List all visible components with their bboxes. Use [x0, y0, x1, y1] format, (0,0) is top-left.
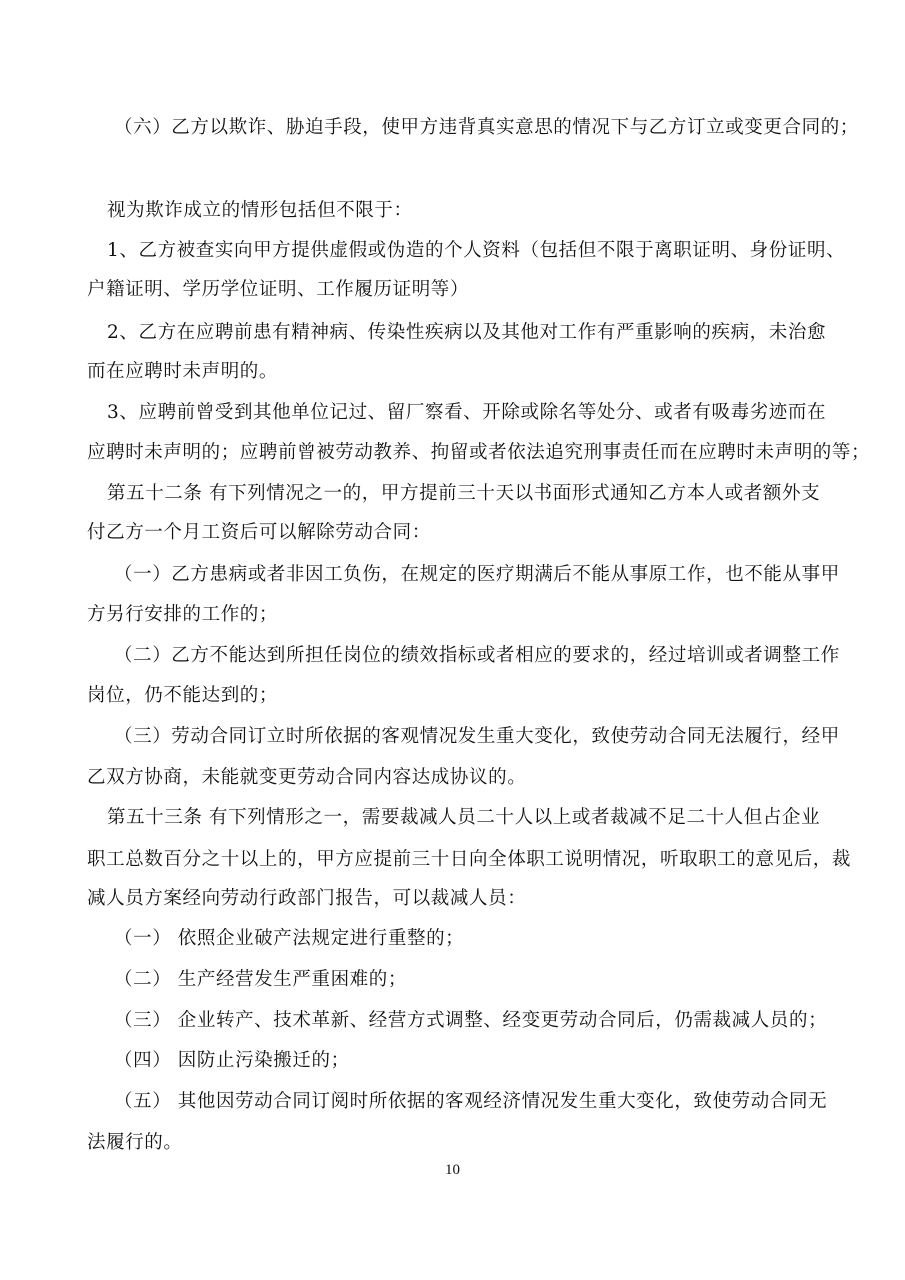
- fraud-item-1-line-2: 户籍证明、学历学位证明、工作履历证明等）: [87, 279, 470, 300]
- article-52-item-1-line-1: （一）乙方患病或者非因工负伤，在规定的医疗期满后不能从事原工作，也不能从事甲: [114, 564, 840, 585]
- article-53-item-1: （一） 依照企业破产法规定进行重整的；: [114, 928, 465, 949]
- article-52-item-1-line-2: 方另行安排的工作的；: [87, 604, 279, 625]
- article-53-line-2: 职工总数百分之十以上的，甲方应提前三十日向全体职工说明情况，听取职工的意见后，裁: [87, 849, 852, 870]
- page-number: 10: [445, 1162, 460, 1178]
- article-53-line-1: 第五十三条 有下列情形之一，需要裁减人员二十人以上或者裁减不足二十人但占企业: [107, 807, 821, 828]
- article-52-item-3-line-1: （三）劳动合同订立时所依据的客观情况发生重大变化，致使劳动合同无法履行，经甲: [114, 726, 840, 747]
- clause-6-line-1: （六）乙方以欺诈、胁迫手段，使甲方违背真实意思的情况下与乙方订立或变更合同的；: [114, 117, 859, 138]
- article-53-item-5-line-2: 法履行的。: [87, 1132, 183, 1153]
- article-52-line-2: 付乙方一个月工资后可以解除劳动合同：: [87, 522, 431, 543]
- article-52-line-1: 第五十二条 有下列情况之一的，甲方提前三十天以书面形式通知乙方本人或者额外支: [107, 483, 821, 504]
- article-53-item-3: （三） 企业转产、技术革新、经营方式调整、经变更劳动合同后，仍需裁减人员的；: [114, 1010, 828, 1031]
- fraud-item-3-line-2: 应聘时未声明的；应聘前曾被劳动教养、拘留或者依法追究刑事责任而在应聘时未声明的等；: [87, 442, 871, 463]
- article-52-item-2-line-2: 岗位，仍不能达到的；: [87, 685, 279, 706]
- article-52-item-3-line-2: 乙双方协商，未能就变更劳动合同内容达成协议的。: [87, 767, 527, 788]
- fraud-item-3-line-1: 3、应聘前曾受到其他单位记过、留厂察看、开除或除名等处分、或者有吸毒劣迹而在: [107, 402, 827, 423]
- article-53-line-3: 减人员方案经向劳动行政部门报告，可以裁减人员：: [87, 888, 527, 909]
- article-53-item-2: （二） 生产经营发生严重困难的；: [114, 969, 407, 990]
- fraud-item-2-line-1: 2、乙方在应聘前患有精神病、传染性疾病以及其他对工作有严重影响的疾病，未治愈: [107, 322, 827, 343]
- article-53-item-4: （四） 因防止污染搬迁的；: [114, 1050, 350, 1071]
- fraud-intro-line: 视为欺诈成立的情形包括但不限于：: [107, 200, 413, 221]
- article-52-item-2-line-1: （二）乙方不能达到所担任岗位的绩效指标或者相应的要求的，经过培训或者调整工作: [114, 645, 840, 666]
- fraud-item-2-line-2: 而在应聘时未声明的。: [87, 361, 279, 382]
- fraud-item-1-line-1: 1、乙方被查实向甲方提供虚假或伪造的个人资料（包括但不限于离职证明、身份证明、: [107, 240, 846, 261]
- article-53-item-5-line-1: （五） 其他因劳动合同订阅时所依据的客观经济情况发生重大变化，致使劳动合同无: [114, 1091, 828, 1112]
